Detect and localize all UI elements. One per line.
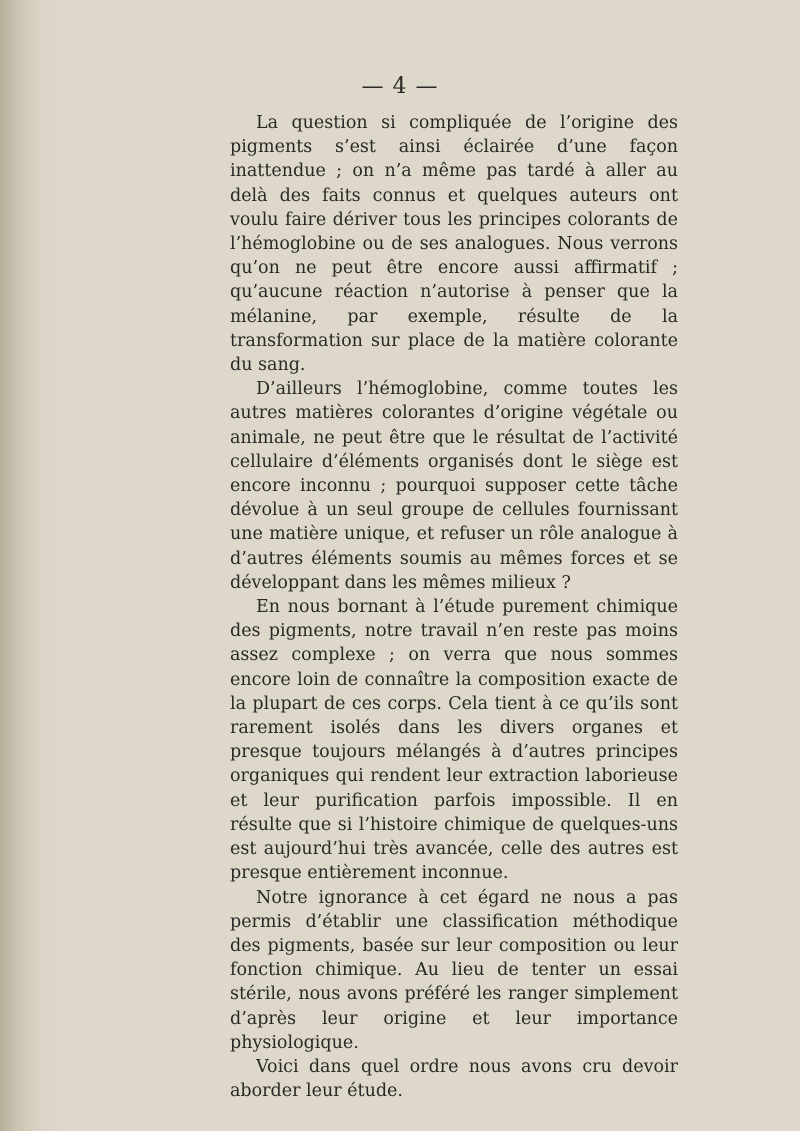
paragraph: Voici dans quel ordre nous avons cru devoir aborder leur étude. xyxy=(230,1056,678,1102)
body-text xyxy=(230,111,678,1103)
paragraph: En nous bornant à l’étude purement chimique des pigments, notre travail n’en reste pas moins assez complexe ; on verra que nous sommes encore loin de connaître la composition exacte de la plupart de ces corps. Cela tient à ce qu’ils sont rarement isolés dans les divers organes et presque toujours mélangés à d’autres principes organiques qui rendent leur extraction laborieuse et leur purification parfois impossible. Il en résulte que si l’histoire chimique de quelques-uns est aujourd’hui très avancée, celle des autres est presque entièrement inconnue. xyxy=(230,597,678,884)
paragraph: La question si compliquée de l’origine des pigments s’est ainsi éclairée d’une façon inattendue ; on n’a même pas tardé à aller au delà des faits connus et quelques auteurs ont voulu faire dériver tous les principes colorants de l’hémoglobine ou de ses analogues. Nous verrons qu’on ne peut être encore aussi affirmatif ; qu’aucune réaction n’autorise à penser que la mélanine, par exemple, résulte de la transformation sur place de la matière colorante du sang. xyxy=(230,113,678,376)
paragraph: D’ailleurs l’hémoglobine, comme toutes les autres matières colorantes d’origine végétale ou animale, ne peut être que le résultat de l’activité cellulaire d’éléments organisés dont le siège est encore inconnu ; pourquoi supposer cette tâche dévolue à un seul groupe de cellules fournissant une matière unique, et refuser un rôle analogue à d’autres éléments soumis au mêmes forces et se développant dans les mêmes milieux ? xyxy=(230,379,678,593)
page-number: — 4 — xyxy=(361,74,439,99)
paragraph: Notre ignorance à cet égard ne nous a pas permis d’établir une classification méthodique des pigments, basée sur leur composition ou leur fonction chimique. Au lieu de tenter un essai stérile, nous avons préféré les ranger simplement d’après leur origine et leur importance physiologique. xyxy=(230,887,678,1053)
